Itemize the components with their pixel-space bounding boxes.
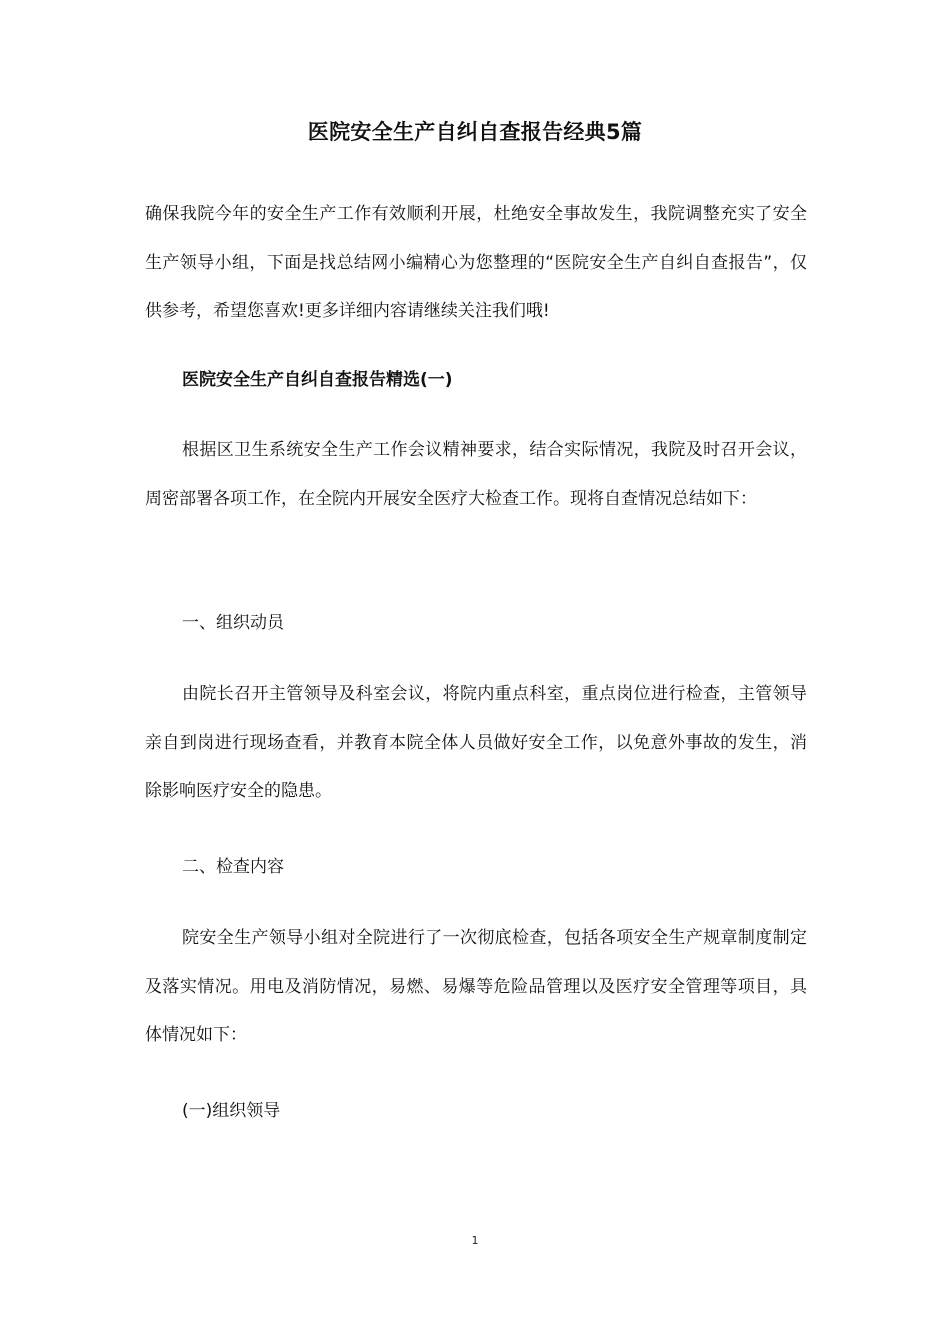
paragraph-2: 由院长召开主管领导及科室会议，将院内重点科室，重点岗位进行检查，主管领导亲自到岗进行现场查看，并教育本院全体人员做好安全工作，以免意外事故的发生，消除影响医疗安全的隐患。 (145, 684, 807, 801)
document-title: 医院安全生产自纠自查报告经典5篇 (307, 120, 643, 144)
paragraph-1: 根据区卫生系统安全生产工作会议精神要求，结合实际情况，我院及时召开会议，周密部署各项工作，在全院内开展安全医疗大检查工作。现将自查情况总结如下： (145, 440, 807, 509)
heading-organize: 一、组织动员 (182, 613, 284, 633)
paragraph-3: 院安全生产领导小组对全院进行了一次彻底检查，包括各项安全生产规章制度制定及落实情况。用电及消防情况，易燃、易爆等危险品管理以及医疗安全管理等项目，具体情况如下： (145, 928, 807, 1045)
intro-paragraph: 确保我院今年的安全生产工作有效顺利开展，杜绝安全事故发生，我院调整充实了安全生产领导小组，下面是找总结网小编精心为您整理的“医院安全生产自纠自查报告”，仅供参考，希望您喜欢!更多详细内容请继续关注我们哦! (145, 204, 807, 321)
heading-leadership: (一)组织领导 (182, 1101, 281, 1121)
heading-inspection: 二、检查内容 (182, 857, 284, 877)
section-title: 医院安全生产自纠自查报告精选(一) (182, 370, 453, 390)
page-number: 1 (471, 1234, 479, 1247)
